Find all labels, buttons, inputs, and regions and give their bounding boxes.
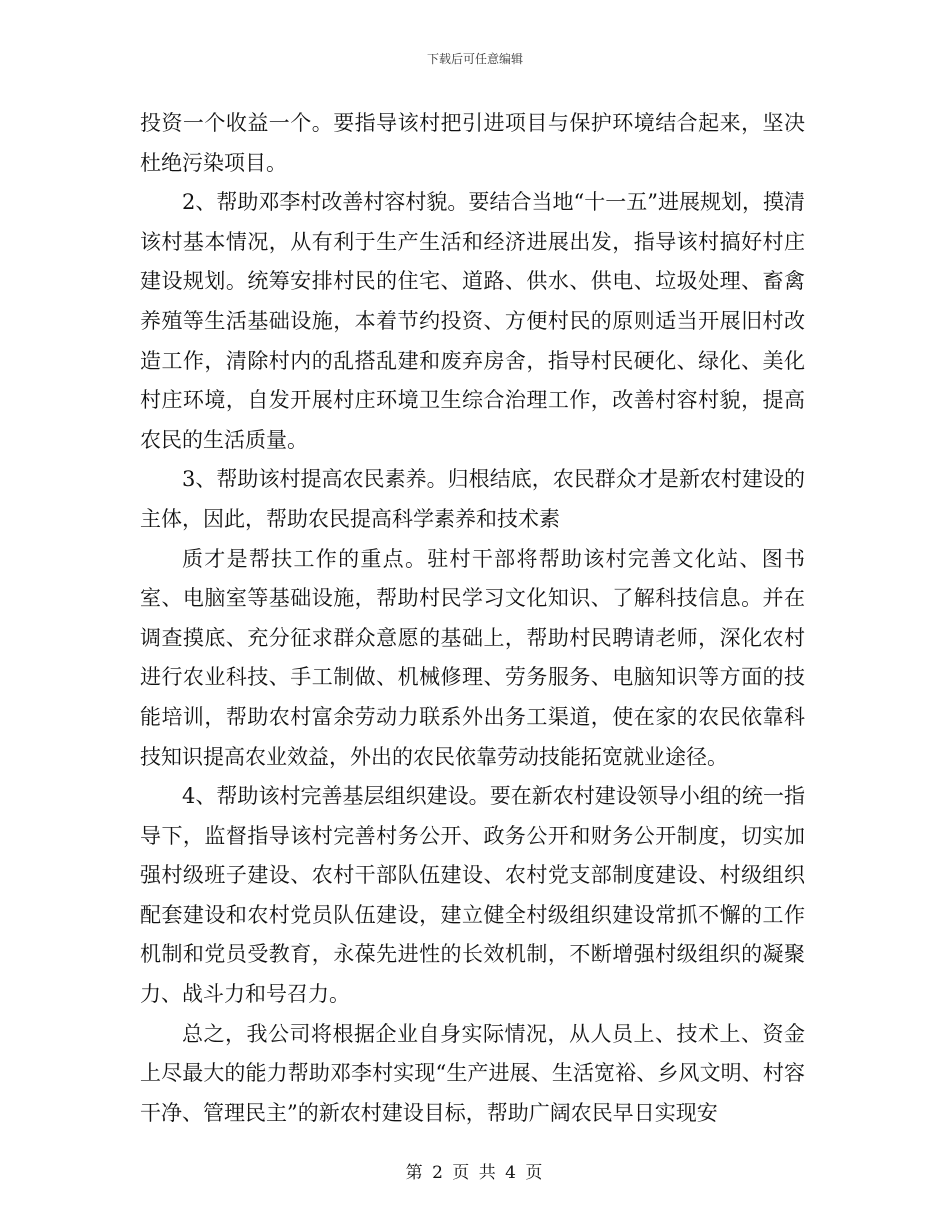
paragraph-1: 投资一个收益一个。要指导该村把引进项目与保护环境结合起来，坚决杜绝污染项目。 bbox=[140, 111, 805, 175]
paragraph-5: 4、帮助该村完善基层组织建设。要在新农村建设领导小组的统一指导下，监督指导该村完善村务公开、政务公开和财务公开制度，切实加强村级班子建设、农村干部队伍建设、农村党支部制度建设、村级组织配套建设和农村党员队伍建设，建立健全村级组织建设常抓不懈的工作机制和党员受教育，永葆先进性的长效机制，不断增强村级组织的凝聚力、战斗力和号召力。 bbox=[140, 784, 805, 1007]
paragraph-2: 2、帮助邓李村改善村容村貌。要结合当地“十一五”进展规划，摸清该村基本情况，从有利于生产生活和经济进展出发，指导该村搞好村庄建设规划。统筹安排村民的住宅、道路、供水、供电、垃圾处理、畜禽养殖等生活基础设施，本着节约投资、方便村民的原则适当开展旧村改造工作，清除村内的乱搭乱建和废弃房舍，指导村民硬化、绿化、美化村庄环境，自发开展村庄环境卫生综合治理工作，改善村容村貌，提高农民的生活质量。 bbox=[140, 190, 805, 452]
paragraph-6: 总之，我公司将根据企业自身实际情况，从人员上、技术上、资金上尽最大的能力帮助邓李村实现“生产进展、生活宽裕、乡风文明、村容干净、管理民主”的新农村建设目标，帮助广阔农民早日实现安 bbox=[140, 1021, 805, 1125]
document-body bbox=[140, 104, 805, 1133]
paragraph-3: 3、帮助该村提高农民素养。归根结底，农民群众才是新农村建设的主体，因此，帮助农民提高科学素养和技术素 bbox=[140, 467, 805, 531]
paragraph-4: 质才是帮扶工作的重点。驻村干部将帮助该村完善文化站、图书室、电脑室等基础设施，帮助村民学习文化知识、了解科技信息。并在调查摸底、充分征求群众意愿的基础上，帮助村民聘请老师，深化农村进行农业科技、手工制做、机械修理、劳务服务、电脑知识等方面的技能培训，帮助农村富余劳动力联系外出务工渠道，使在家的农民依靠科技知识提高农业效益，外出的农民依靠劳动技能拓宽就业途径。 bbox=[140, 546, 805, 769]
page-header: 下载后可任意编辑 bbox=[426, 52, 523, 66]
page-footer: 第 2 页 共 4 页 bbox=[405, 1163, 545, 1183]
